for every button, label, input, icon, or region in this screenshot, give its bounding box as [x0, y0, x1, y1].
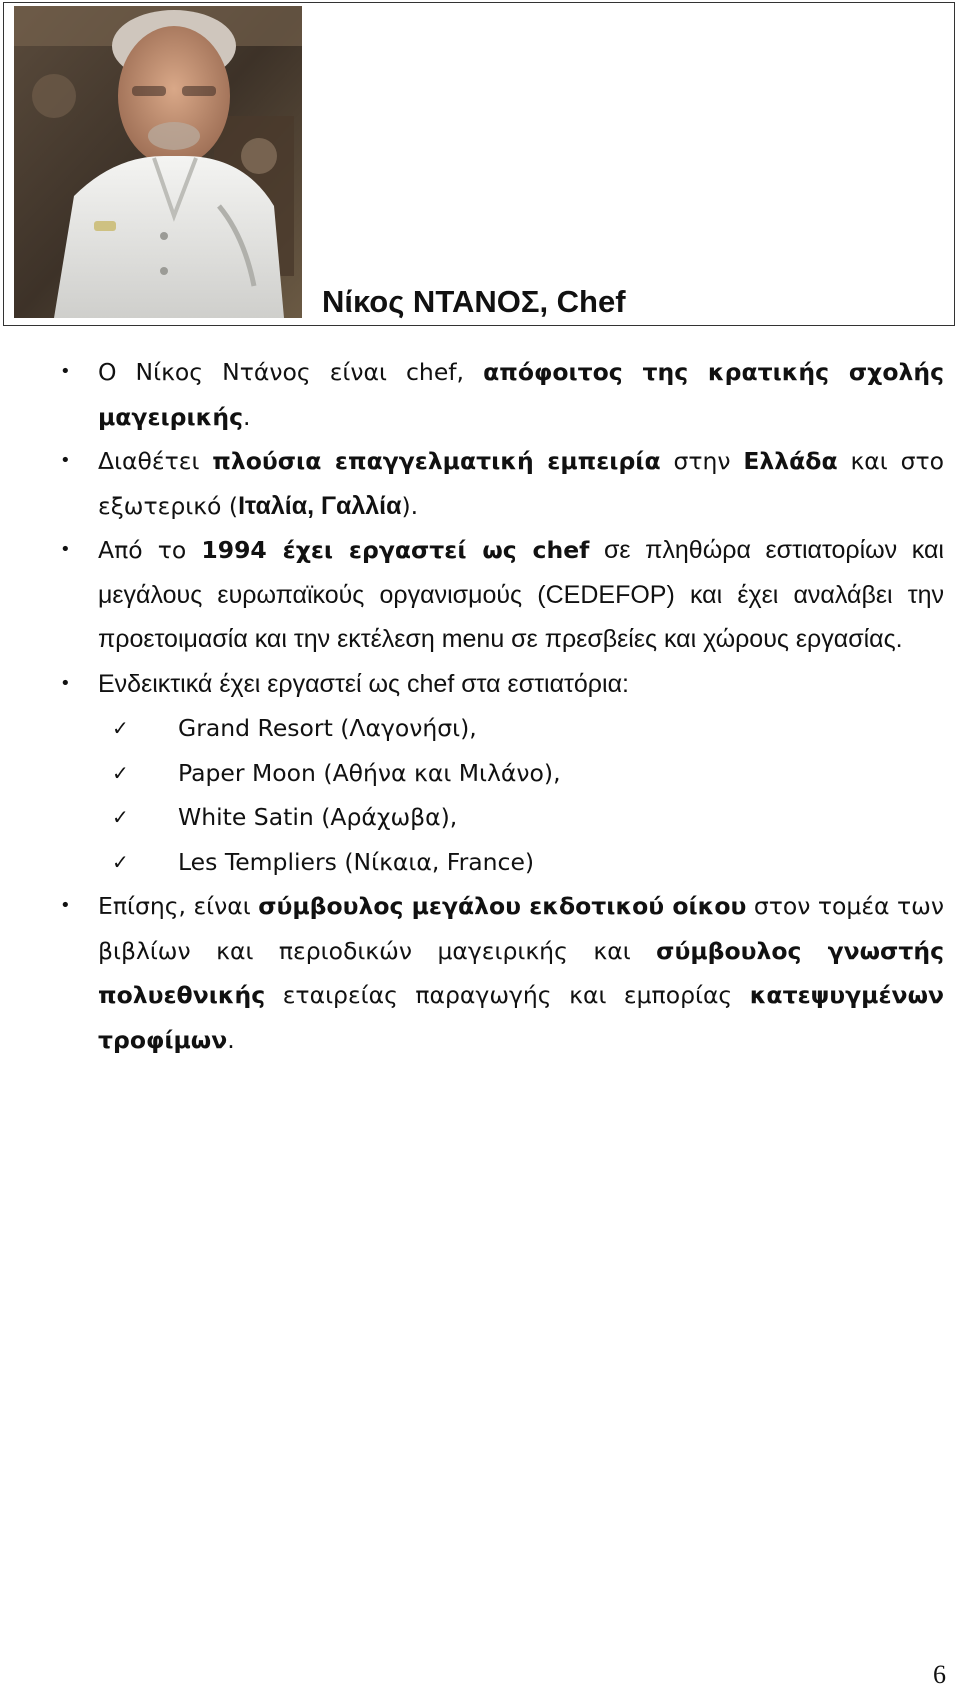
bullet-text: Από το: [98, 536, 202, 564]
bio-content: [60, 350, 945, 1062]
bullet-text: Ο Νίκος Ντάνος είναι chef,: [98, 358, 484, 386]
bullet-text: εταιρείας παραγωγής και εμπορίας: [265, 981, 750, 1009]
bullet-text-bold: πλούσια επαγγελματική εμπειρία: [212, 447, 661, 475]
bullet-text: .: [243, 402, 251, 431]
restaurant-item: [98, 795, 944, 840]
restaurant-name: Les Templiers (Νίκαια, France): [178, 847, 535, 876]
bio-bullet-restaurants-intro: [60, 662, 944, 707]
bullet-icon: •: [60, 361, 71, 382]
page-title: Νίκος ΝΤΑΝΟΣ, Chef: [322, 284, 626, 319]
bullet-text: Επίσης, είναι: [98, 892, 259, 920]
restaurant-name: Paper Moon (Αθήνα και Μιλάνο),: [178, 758, 561, 787]
restaurant-item: [98, 751, 944, 796]
checkmark-icon: ✓: [112, 805, 129, 829]
bullet-text: στην: [660, 447, 744, 475]
restaurant-name: White Satin (Αράχωβα),: [178, 803, 458, 831]
bullet-text: και στο εξωτερικό (: [98, 447, 945, 520]
bullet-text: .: [227, 1025, 235, 1054]
bullet-text: Διαθέτει: [98, 447, 213, 475]
bullet-icon: •: [60, 895, 71, 916]
page-number: 6: [933, 1660, 946, 1689]
bullet-text-bold: σύμβουλος γνωστής πολυεθνικής: [98, 936, 945, 1009]
bullet-icon: •: [60, 450, 71, 471]
restaurant-item: [98, 706, 944, 751]
bullet-text: σε πληθώρα εστιατορίων και μεγάλους ευρωπαϊκούς οργανισμούς (CEDEFOP) και έχει αναλάβει την προετοιμασία και την εκτέλεση menu σε πρεσβείες και χώρους εργασίας.: [98, 536, 944, 653]
restaurant-item: [98, 840, 944, 885]
chef-portrait-photo: [14, 6, 302, 318]
bullet-icon: •: [60, 539, 71, 560]
bio-bullet-education: [60, 350, 944, 439]
bullet-text: Ενδεικτικά έχει εργαστεί ως chef στα εστιατόρια:: [98, 669, 629, 698]
bullet-text-bold: κατεψυγμένων τροφίμων: [98, 981, 944, 1054]
checkmark-icon: ✓: [112, 760, 129, 785]
restaurant-name: Grand Resort (Λαγονήσι),: [178, 714, 477, 742]
checkmark-icon: ✓: [112, 849, 129, 874]
bullet-text-bold: σύμβουλος μεγάλου εκδοτικού οίκου: [258, 892, 747, 920]
bullet-text-bold: 1994 έχει εργαστεί ως chef: [201, 536, 590, 564]
bullet-text-bold: Ιταλία, Γαλλία: [238, 491, 402, 520]
bio-bullet-career: [60, 528, 944, 662]
bullet-text-bold: Ελλάδα: [743, 447, 838, 475]
bullet-text: στον τομέα των βιβλίων και περιοδικών μαγειρικής και: [98, 892, 944, 965]
bullet-text: ).: [401, 491, 419, 520]
checkmark-icon: ✓: [112, 716, 129, 740]
bio-bullet-experience: [60, 439, 945, 528]
bullet-icon: •: [60, 672, 71, 694]
bullet-text-bold: απόφοιτος της κρατικής σχολής μαγειρικής: [98, 358, 944, 431]
bio-bullet-consulting: [60, 884, 945, 1062]
chef-portrait-icon: [14, 6, 302, 318]
